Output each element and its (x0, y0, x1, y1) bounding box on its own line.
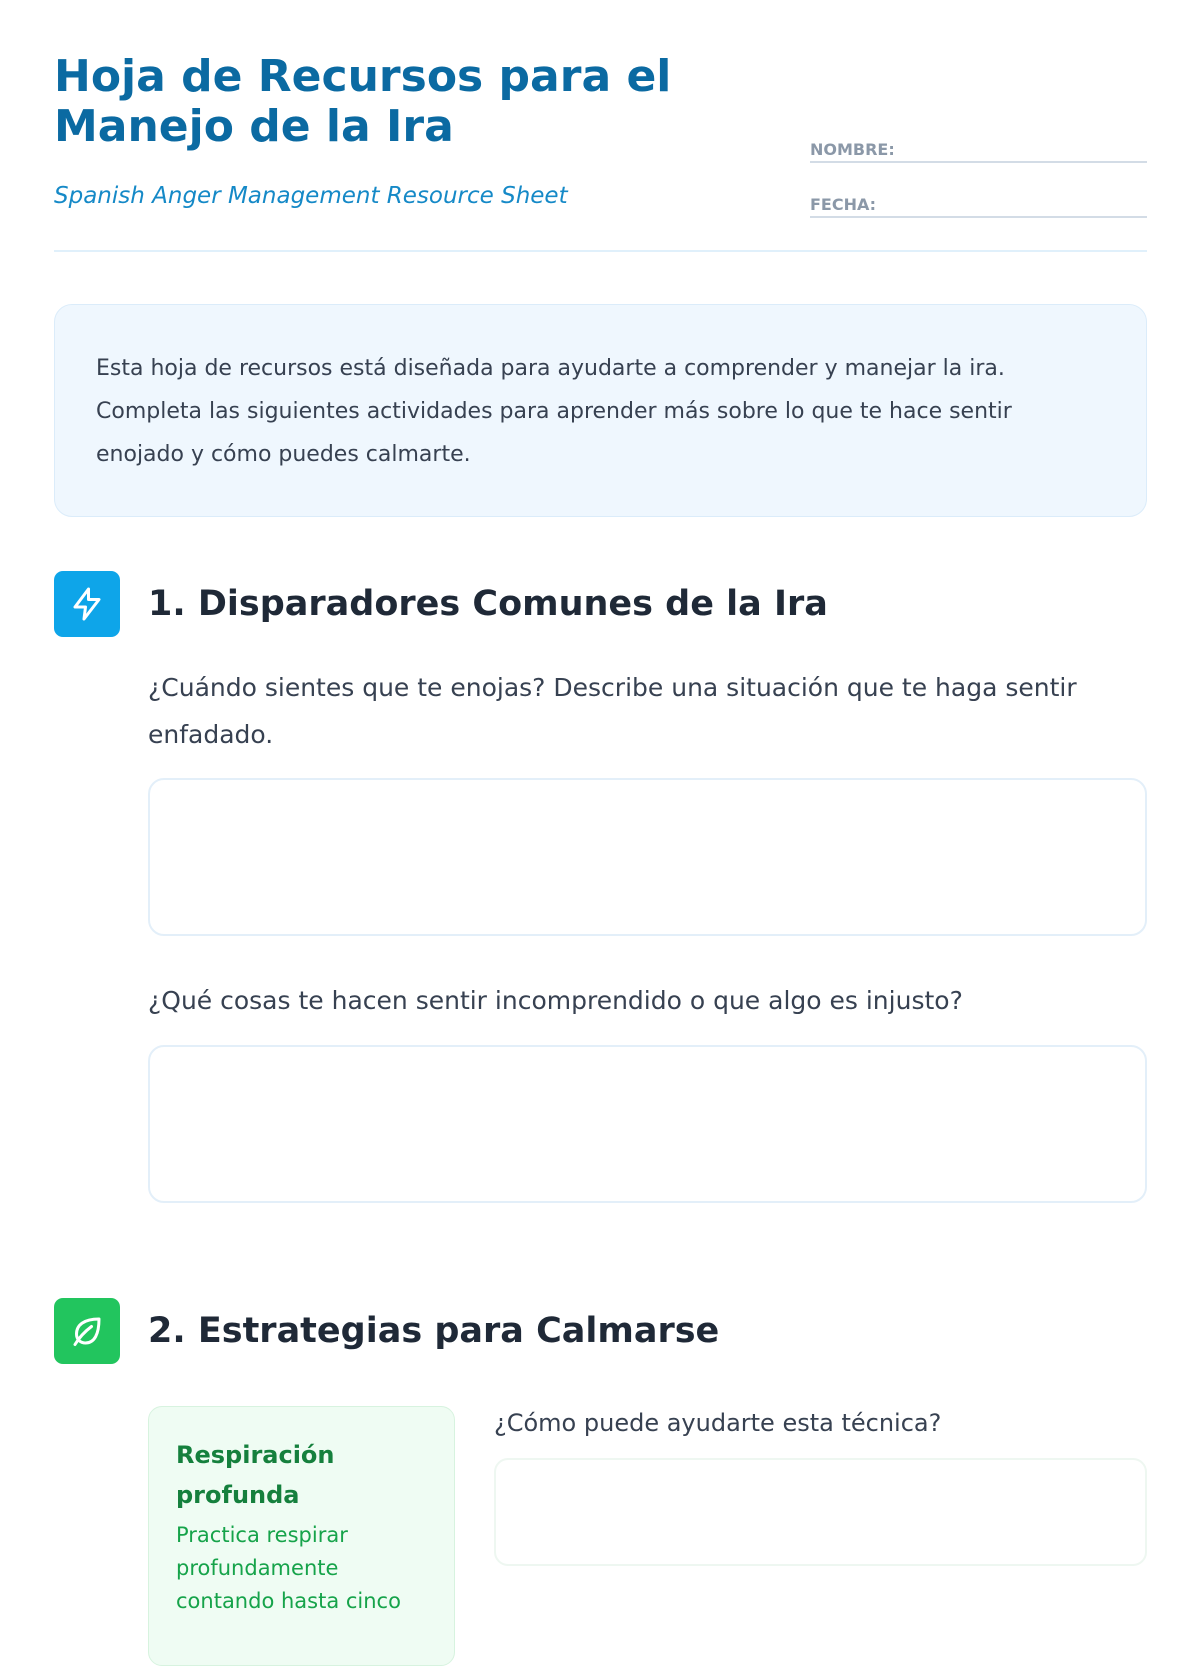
page-subtitle: Spanish Anger Management Resource Sheet (54, 183, 568, 209)
technique-answer[interactable] (494, 1458, 1147, 1566)
date-label: FECHA: (810, 195, 877, 214)
date-field[interactable] (810, 195, 1147, 218)
worksheet-page (54, 0, 1147, 1613)
section1-answer1[interactable] (148, 778, 1147, 936)
name-label: NOMBRE: (810, 140, 895, 159)
section1-title: 1. Disparadores Comunes de la Ira (148, 584, 828, 624)
header (54, 0, 1147, 252)
lightning-icon (54, 571, 120, 637)
leaf-icon (54, 1298, 120, 1364)
section1-answer2[interactable] (148, 1045, 1147, 1203)
section1-question1: ¿Cuándo sientes que te enojas? Describe una situación que te haga sentir enfadado. (148, 673, 1077, 749)
intro-box: Esta hoja de recursos está diseñada para ayudarte a comprender y manejar la ira. Completa las siguientes actividades para aprender más sobre lo que te hace sentir enojado y cómo puedes calmarte. (54, 304, 1147, 517)
page-title: Hoja de Recursos para el Manejo de la Ira (54, 51, 672, 152)
strategy-card (148, 1406, 455, 1666)
technique-question: ¿Cómo puede ayudarte esta técnica? (494, 1409, 942, 1437)
strategy-card-title: Respiración profunda (176, 1441, 335, 1509)
name-field[interactable] (810, 140, 1147, 163)
section1-question2: ¿Qué cosas te hacen sentir incomprendido o que algo es injusto? (148, 986, 963, 1015)
strategy-card-text: Practica respirar profundamente contando hasta cinco (176, 1523, 401, 1613)
section2-title: 2. Estrategias para Calmarse (148, 1311, 720, 1351)
